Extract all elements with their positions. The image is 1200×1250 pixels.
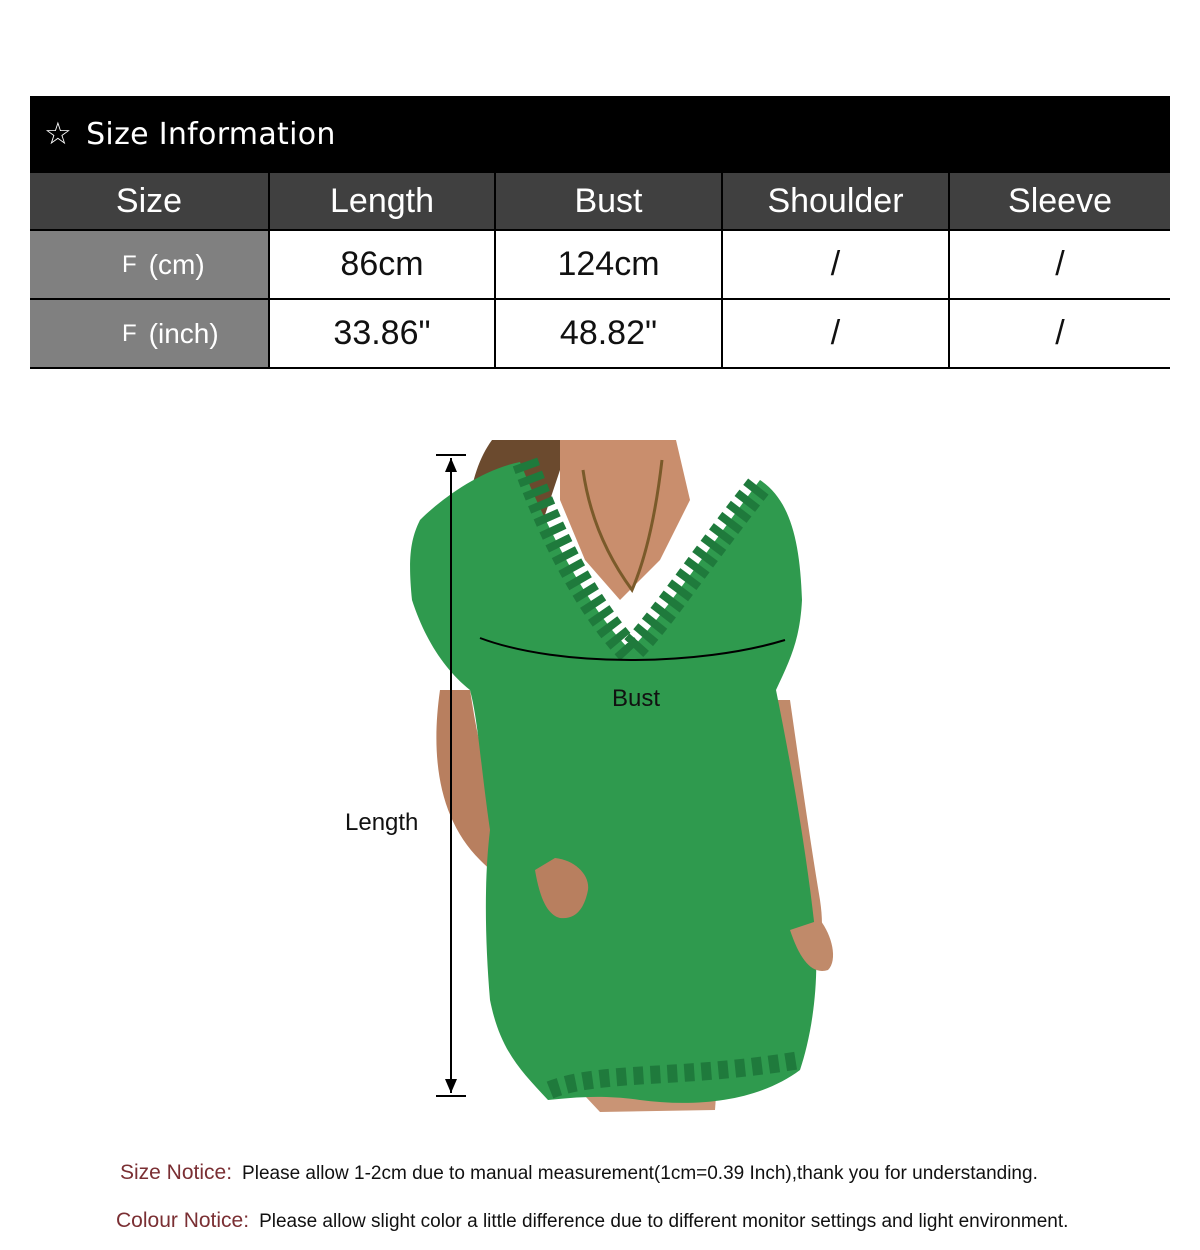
header-bust: Bust [496,173,723,229]
banner-title: Size Information [86,117,336,152]
length-cell: 33.86" [270,300,496,367]
size-notice-heading: Size Notice: [120,1161,233,1184]
bust-cell: 124cm [496,231,723,298]
size-notice [120,1161,1038,1185]
bust-measure-line [480,638,785,660]
colour-notice-heading: Colour Notice: [116,1209,250,1232]
colour-notice-text: Please allow slight color a little difference due to different monitor settings and light environment. [259,1211,1069,1232]
length-cell: 86cm [270,231,496,298]
length-label: Length [345,809,419,836]
shoulder-cell: / [723,231,950,298]
bust-label: Bust [612,685,661,712]
size-letter: F [122,250,137,278]
size-letter: F [122,319,137,347]
header-length: Length [270,173,496,229]
size-notice-text: Please allow 1-2cm due to manual measurement(1cm=0.39 Inch),thank you for understanding. [242,1163,1038,1184]
bust-cell: 48.82" [496,300,723,367]
header-sleeve: Sleeve [1008,181,1112,220]
star-outline-icon: ☆ [44,116,73,152]
sleeve-cell: / [1055,314,1065,352]
size-unit: (cm) [148,248,205,280]
colour-notice [116,1209,1068,1233]
header-shoulder: Shoulder [723,173,950,229]
shoulder-cell: / [723,300,950,367]
length-arrow-top [445,458,457,472]
header-size: Size [30,173,270,229]
size-unit: (inch) [148,317,219,349]
length-arrow-bottom [445,1079,457,1093]
sleeve-cell: / [1055,245,1065,283]
